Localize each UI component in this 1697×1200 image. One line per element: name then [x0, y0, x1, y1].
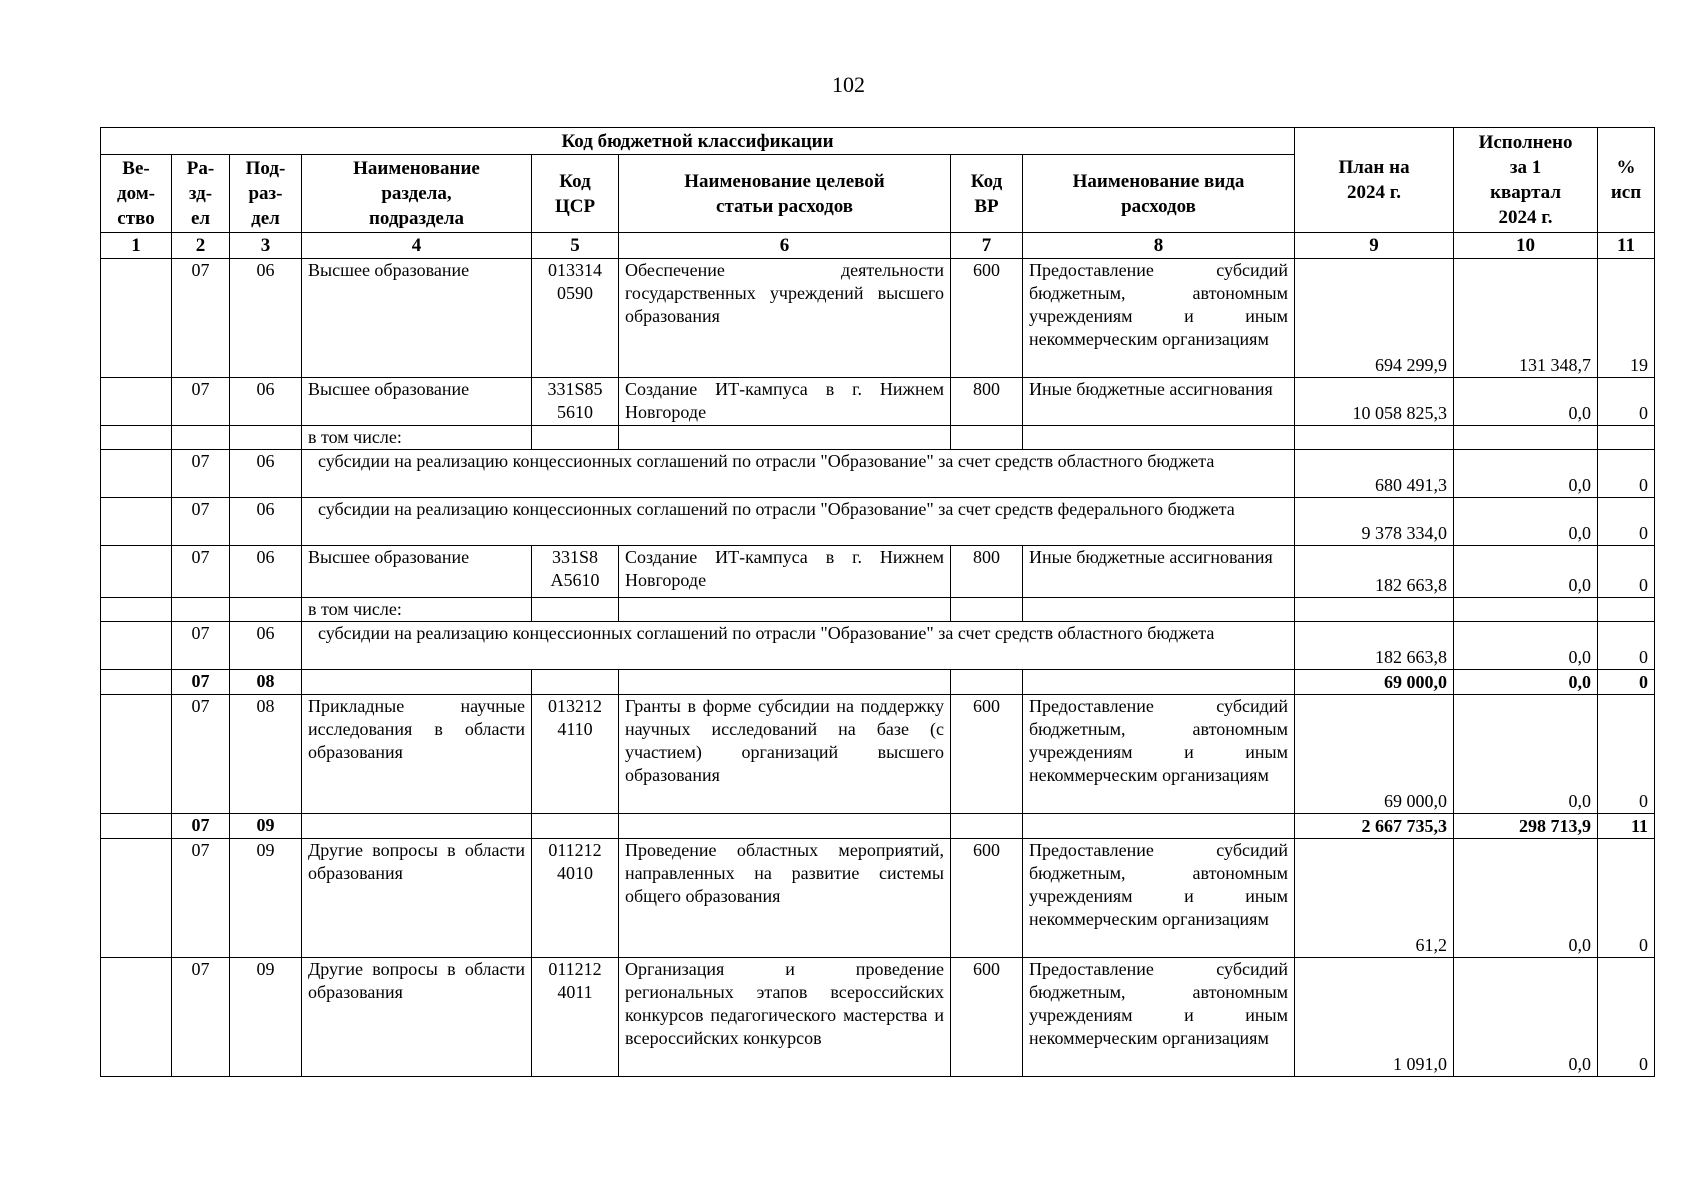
- cell-pct: 0: [1598, 378, 1655, 426]
- cell-podrazdel: 06: [230, 498, 302, 546]
- cell-podrazdel: 09: [230, 814, 302, 839]
- cell-podrazdel: [230, 598, 302, 622]
- cell-kind-name: [1023, 598, 1295, 622]
- cell-csr: [532, 814, 619, 839]
- cell-vedomstvo: [101, 498, 172, 546]
- cell-plan: 69 000,0: [1295, 670, 1454, 695]
- cell-vr: 800: [951, 546, 1023, 598]
- cell-plan: 2 667 735,3: [1295, 814, 1454, 839]
- cell-done: 0,0: [1454, 378, 1598, 426]
- cell-done: 0,0: [1454, 622, 1598, 670]
- cell-pct: 0: [1598, 958, 1655, 1077]
- cell-vr: 600: [951, 839, 1023, 958]
- cell-vedomstvo: [101, 622, 172, 670]
- cell-pct: 0: [1598, 498, 1655, 546]
- cell-kind-name: [1023, 670, 1295, 695]
- cell-including-note: в том числе:: [302, 426, 532, 450]
- col-header-csr: Код ЦСР: [532, 155, 619, 233]
- cell-razdel: 07: [172, 498, 230, 546]
- cell-vedomstvo: [101, 958, 172, 1077]
- column-number-row: [101, 233, 1655, 259]
- cell-section-name: Высшее образование: [302, 378, 532, 426]
- cell-pct: 0: [1598, 670, 1655, 695]
- col-number: 10: [1454, 233, 1598, 259]
- cell-podrazdel: 06: [230, 259, 302, 378]
- cell-plan: 694 299,9: [1295, 259, 1454, 378]
- cell-podrazdel: 06: [230, 622, 302, 670]
- cell-plan: 182 663,8: [1295, 546, 1454, 598]
- cell-csr: 011212 4011: [532, 958, 619, 1077]
- col-number: 6: [619, 233, 951, 259]
- cell-pct: [1598, 598, 1655, 622]
- cell-vedomstvo: [101, 259, 172, 378]
- cell-kind-name: Иные бюджетные ассигнования: [1023, 378, 1295, 426]
- cell-target-name: [619, 426, 951, 450]
- cell-kind-name: Предоставление субсидий бюджетным, автономным учреждениям и иным некоммерческим организациям: [1023, 958, 1295, 1077]
- cell-plan: 9 378 334,0: [1295, 498, 1454, 546]
- cell-razdel: [172, 598, 230, 622]
- cell-plan: 680 491,3: [1295, 450, 1454, 498]
- cell-pct: 19: [1598, 259, 1655, 378]
- cell-done: 0,0: [1454, 839, 1598, 958]
- cell-section-name: Другие вопросы в области образования: [302, 839, 532, 958]
- cell-target-name: [619, 670, 951, 695]
- cell-plan: 1 091,0: [1295, 958, 1454, 1077]
- table-row: [101, 958, 1655, 1077]
- cell-pct: 0: [1598, 622, 1655, 670]
- col-header-plan: План на 2024 г.: [1295, 128, 1454, 233]
- cell-kind-name: Предоставление субсидий бюджетным, автономным учреждениям и иным некоммерческим организациям: [1023, 695, 1295, 814]
- cell-done: 298 713,9: [1454, 814, 1598, 839]
- cell-vr: [951, 814, 1023, 839]
- cell-target-name: Проведение областных мероприятий, направленных на развитие системы общего образования: [619, 839, 951, 958]
- cell-done: 0,0: [1454, 498, 1598, 546]
- cell-vedomstvo: [101, 695, 172, 814]
- cell-target-name: [619, 814, 951, 839]
- cell-plan: 182 663,8: [1295, 622, 1454, 670]
- col-number: 9: [1295, 233, 1454, 259]
- cell-podrazdel: 08: [230, 695, 302, 814]
- cell-done: 0,0: [1454, 958, 1598, 1077]
- table-row: [101, 695, 1655, 814]
- cell-section-name: [302, 670, 532, 695]
- cell-vedomstvo: [101, 546, 172, 598]
- cell-done: [1454, 426, 1598, 450]
- cell-pct: 0: [1598, 839, 1655, 958]
- cell-section-name: Другие вопросы в области образования: [302, 958, 532, 1077]
- cell-kind-name: Иные бюджетные ассигнования: [1023, 546, 1295, 598]
- cell-vr: [951, 598, 1023, 622]
- col-header-pct: % исп: [1598, 128, 1655, 233]
- col-number: 5: [532, 233, 619, 259]
- cell-vedomstvo: [101, 426, 172, 450]
- cell-csr: 331S8 A5610: [532, 546, 619, 598]
- cell-podrazdel: 06: [230, 378, 302, 426]
- cell-csr: [532, 426, 619, 450]
- cell-vedomstvo: [101, 450, 172, 498]
- cell-razdel: 07: [172, 958, 230, 1077]
- col-header-razdel: Ра- зд- ел: [172, 155, 230, 233]
- cell-podrazdel: 06: [230, 450, 302, 498]
- cell-podrazdel: 06: [230, 546, 302, 598]
- col-header-done: Исполнено за 1 квартал 2024 г.: [1454, 128, 1598, 233]
- subtotal-row: [101, 670, 1655, 695]
- cell-csr: 013212 4110: [532, 695, 619, 814]
- cell-podrazdel: 08: [230, 670, 302, 695]
- cell-pct: [1598, 426, 1655, 450]
- cell-vr: [951, 426, 1023, 450]
- cell-plan: 61,2: [1295, 839, 1454, 958]
- cell-section-name: Высшее образование: [302, 546, 532, 598]
- col-number: 4: [302, 233, 532, 259]
- cell-razdel: [172, 426, 230, 450]
- table-row: [101, 498, 1655, 546]
- cell-razdel: 07: [172, 814, 230, 839]
- cell-podrazdel: 09: [230, 839, 302, 958]
- cell-vedomstvo: [101, 670, 172, 695]
- col-header-target-name: Наименование целевой статьи расходов: [619, 155, 951, 233]
- cell-section-name: Прикладные научные исследования в области образования: [302, 695, 532, 814]
- table-row: [101, 839, 1655, 958]
- cell-kind-name: Предоставление субсидий бюджетным, автономным учреждениям и иным некоммерческим организациям: [1023, 839, 1295, 958]
- cell-subsidy-description: субсидии на реализацию концессионных соглашений по отрасли "Образование" за счет средств областного бюджета: [302, 622, 1295, 670]
- col-number: 7: [951, 233, 1023, 259]
- cell-razdel: 07: [172, 670, 230, 695]
- table-row: [101, 546, 1655, 598]
- cell-csr: [532, 598, 619, 622]
- col-number: 3: [230, 233, 302, 259]
- cell-vr: 600: [951, 259, 1023, 378]
- cell-pct: 0: [1598, 450, 1655, 498]
- cell-done: 0,0: [1454, 695, 1598, 814]
- table-row: [101, 378, 1655, 426]
- cell-plan: 69 000,0: [1295, 695, 1454, 814]
- col-header-vedomstvo: Ве- дом- ство: [101, 155, 172, 233]
- col-number: 1: [101, 233, 172, 259]
- cell-podrazdel: [230, 426, 302, 450]
- budget-table: [100, 127, 1655, 1077]
- table-row: [101, 450, 1655, 498]
- table-row: [101, 598, 1655, 622]
- cell-kind-name: [1023, 814, 1295, 839]
- cell-csr: 013314 0590: [532, 259, 619, 378]
- cell-razdel: 07: [172, 622, 230, 670]
- col-header-vr: Код ВР: [951, 155, 1023, 233]
- cell-razdel: 07: [172, 259, 230, 378]
- col-header-kind-name: Наименование вида расходов: [1023, 155, 1295, 233]
- page-number: 102: [832, 72, 865, 97]
- cell-razdel: 07: [172, 695, 230, 814]
- cell-pct: 0: [1598, 546, 1655, 598]
- col-header-podrazdel: Под- раз- дел: [230, 155, 302, 233]
- col-number: 8: [1023, 233, 1295, 259]
- cell-podrazdel: 09: [230, 958, 302, 1077]
- cell-target-name: [619, 598, 951, 622]
- cell-vr: 600: [951, 958, 1023, 1077]
- cell-plan: [1295, 598, 1454, 622]
- cell-vedomstvo: [101, 378, 172, 426]
- cell-csr: 011212 4010: [532, 839, 619, 958]
- cell-done: 0,0: [1454, 670, 1598, 695]
- cell-including-note: в том числе:: [302, 598, 532, 622]
- cell-vedomstvo: [101, 814, 172, 839]
- col-number: 2: [172, 233, 230, 259]
- cell-target-name: Обеспечение деятельности государственных учреждений высшего образования: [619, 259, 951, 378]
- cell-target-name: Создание ИТ-кампуса в г. Нижнем Новгороде: [619, 546, 951, 598]
- table-row: [101, 622, 1655, 670]
- cell-done: 131 348,7: [1454, 259, 1598, 378]
- cell-done: 0,0: [1454, 546, 1598, 598]
- cell-pct: 11: [1598, 814, 1655, 839]
- cell-razdel: 07: [172, 378, 230, 426]
- cell-razdel: 07: [172, 839, 230, 958]
- cell-section-name: [302, 814, 532, 839]
- cell-csr: 331S85 5610: [532, 378, 619, 426]
- cell-vr: 800: [951, 378, 1023, 426]
- cell-vr: 600: [951, 695, 1023, 814]
- table-header: [101, 128, 1655, 259]
- col-header-section-name: Наименование раздела, подраздела: [302, 155, 532, 233]
- cell-plan: 10 058 825,3: [1295, 378, 1454, 426]
- cell-plan: [1295, 426, 1454, 450]
- budget-code-group-header: Код бюджетной классификации: [101, 128, 1295, 155]
- cell-target-name: Организация и проведение региональных этапов всероссийских конкурсов педагогического мастерства и всероссийских конкурсов: [619, 958, 951, 1077]
- cell-vedomstvo: [101, 839, 172, 958]
- cell-kind-name: Предоставление субсидий бюджетным, автономным учреждениям и иным некоммерческим организациям: [1023, 259, 1295, 378]
- cell-section-name: Высшее образование: [302, 259, 532, 378]
- cell-kind-name: [1023, 426, 1295, 450]
- cell-subsidy-description: субсидии на реализацию концессионных соглашений по отрасли "Образование" за счет средств областного бюджета: [302, 450, 1295, 498]
- subtotal-row: [101, 814, 1655, 839]
- cell-target-name: Гранты в форме субсидии на поддержку научных исследований на базе (с участием) организаций высшего образования: [619, 695, 951, 814]
- cell-pct: 0: [1598, 695, 1655, 814]
- cell-vedomstvo: [101, 598, 172, 622]
- cell-razdel: 07: [172, 450, 230, 498]
- cell-done: [1454, 598, 1598, 622]
- cell-razdel: 07: [172, 546, 230, 598]
- cell-target-name: Создание ИТ-кампуса в г. Нижнем Новгороде: [619, 378, 951, 426]
- col-number: 11: [1598, 233, 1655, 259]
- table-row: [101, 426, 1655, 450]
- cell-csr: [532, 670, 619, 695]
- cell-vr: [951, 670, 1023, 695]
- cell-done: 0,0: [1454, 450, 1598, 498]
- cell-subsidy-description: субсидии на реализацию концессионных соглашений по отрасли "Образование" за счет средств федерального бюджета: [302, 498, 1295, 546]
- table-row: [101, 259, 1655, 378]
